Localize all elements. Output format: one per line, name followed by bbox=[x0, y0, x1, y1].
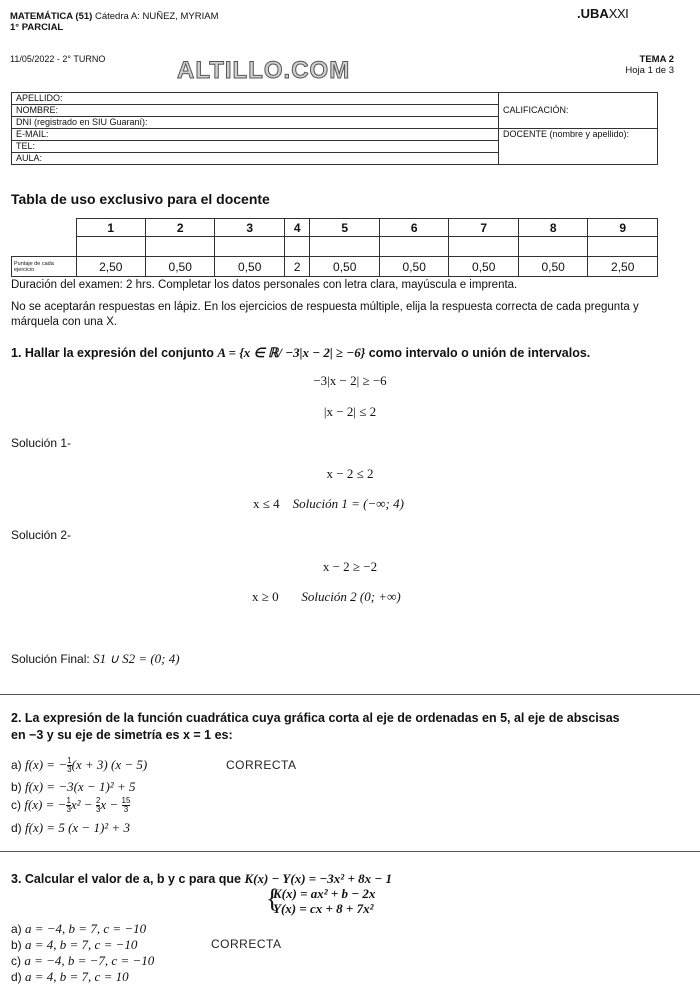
divider bbox=[0, 694, 700, 695]
q2-correct-mark: CORRECTA bbox=[226, 758, 297, 772]
q1-set: A = {x ∈ ℝ/ −3|x − 2| ≥ −6} bbox=[217, 345, 366, 360]
points-cell-9: 2,50 bbox=[588, 257, 658, 277]
duration-instruction: Duración del examen: 2 hrs. Completar los datos personales con letra clara, mayúscula e imprenta. bbox=[11, 279, 518, 291]
q3-option-b[interactable]: b) a = 4, b = 7, c = −10 bbox=[11, 937, 138, 952]
q1-sol2-label: Solución 2- bbox=[11, 528, 72, 542]
col-header-7: 7 bbox=[449, 219, 518, 237]
q1-sol1-result: x ≤ 4 Solución 1 = (−∞; 4) bbox=[253, 496, 404, 511]
col-header-1: 1 bbox=[76, 219, 145, 237]
q3-correct-mark: CORRECTA bbox=[211, 937, 282, 951]
q3-equation: K(x) − Y(x) = −3x² + 8x − 1 bbox=[244, 871, 392, 886]
col-header-3: 3 bbox=[215, 219, 284, 237]
q1-sol2-result: x ≥ 0 Solución 2 (0; +∞) bbox=[252, 589, 401, 604]
q3-system-y: Y(x) = cx + 8 + 7x² bbox=[273, 901, 374, 916]
calificacion-field[interactable]: CALIFICACIÓN: bbox=[499, 93, 658, 129]
tema-block bbox=[625, 54, 674, 76]
score-table-title: Tabla de uso exclusivo para el docente bbox=[11, 191, 270, 207]
q1-sol2-step: x − 2 ≥ −2 bbox=[322, 559, 378, 574]
col-header-5: 5 bbox=[310, 219, 379, 237]
date-turn: 11/05/2022 - 2° TURNO bbox=[10, 54, 106, 64]
grade-cell-5[interactable] bbox=[310, 237, 379, 257]
apellido-field[interactable]: APELLIDO: bbox=[12, 93, 499, 105]
points-cell-1: 2,50 bbox=[76, 257, 145, 277]
q1-sol1-step: x − 2 ≤ 2 bbox=[326, 466, 374, 481]
student-info-table bbox=[11, 92, 658, 165]
grade-cell-9[interactable] bbox=[588, 237, 658, 257]
q2-option-a[interactable]: a) f(x) = − $\frac{1}{3}$ (x + 3) (x − 5) bbox=[11, 756, 148, 775]
nombre-field[interactable]: NOMBRE: bbox=[12, 105, 499, 117]
system-brace: { bbox=[266, 884, 279, 913]
q3-statement: 3. Calcular el valor de a, b y c para que K(x) − Y(x) = −3x² + 8x − 1 bbox=[11, 871, 392, 886]
header-left bbox=[10, 11, 219, 33]
q1-statement: 1. Hallar la expresión del conjunto A = {x ∈ ℝ/ −3|x − 2| ≥ −6} como intervalo o unión de intervalos. bbox=[11, 345, 591, 360]
points-row-label: Puntaje de cada ejercicio bbox=[12, 257, 77, 277]
col-header-9: 9 bbox=[588, 219, 658, 237]
divider bbox=[0, 851, 700, 852]
uba-logo: .UBAXXI bbox=[577, 6, 629, 21]
grade-cell-1[interactable] bbox=[76, 237, 145, 257]
course-name: MATEMÁTICA (51) bbox=[10, 11, 93, 22]
tel-field[interactable]: TEL: bbox=[12, 141, 499, 153]
score-table bbox=[11, 218, 658, 277]
q2-option-b[interactable]: b) f(x) = −3(x − 1)² + 5 bbox=[11, 779, 136, 794]
points-cell-7: 0,50 bbox=[449, 257, 518, 277]
points-cell-2: 0,50 bbox=[145, 257, 214, 277]
col-header-6: 6 bbox=[379, 219, 448, 237]
points-cell-5: 0,50 bbox=[310, 257, 379, 277]
rules-instruction: No se aceptarán respuestas en lápiz. En los ejercicios de respuesta múltiple, elija la respuesta correcta de cada pregunta y márquela con una X. bbox=[11, 301, 639, 328]
q1-step2: |x − 2| ≤ 2 bbox=[323, 404, 377, 419]
points-cell-8: 0,50 bbox=[518, 257, 587, 277]
points-cell-6: 0,50 bbox=[379, 257, 448, 277]
chair-name: Cátedra A: NUÑEZ, MYRIAM bbox=[94, 11, 219, 22]
q1-final: Solución Final: S1 ∪ S2 = (0; 4) bbox=[11, 651, 180, 666]
q3-option-a[interactable]: a) a = −4, b = 7, c = −10 bbox=[11, 921, 147, 936]
grade-cell-4[interactable] bbox=[284, 237, 310, 257]
q3-system-k: K(x) = ax² + b − 2x bbox=[273, 886, 376, 901]
email-field[interactable]: E-MAIL: bbox=[12, 129, 499, 141]
altillo-logo: ALTILLO.COM bbox=[177, 57, 351, 84]
grade-cell-2[interactable] bbox=[145, 237, 214, 257]
docente-field[interactable]: DOCENTE (nombre y apellido): bbox=[499, 129, 658, 165]
q1-step1: −3|x − 2| ≥ −6 bbox=[313, 373, 387, 388]
grade-cell-8[interactable] bbox=[518, 237, 587, 257]
grade-cell-7[interactable] bbox=[449, 237, 518, 257]
q3-option-c[interactable]: c) a = −4, b = −7, c = −10 bbox=[11, 953, 155, 968]
page-count: Hoja 1 de 3 bbox=[625, 65, 674, 76]
exam-name: 1° PARCIAL bbox=[10, 22, 64, 33]
q2-option-d[interactable]: d) f(x) = 5 (x − 1)² + 3 bbox=[11, 820, 130, 835]
points-cell-4: 2 bbox=[284, 257, 310, 277]
grade-cell-6[interactable] bbox=[379, 237, 448, 257]
q1-sol1-label: Solución 1- bbox=[11, 436, 72, 450]
q2-option-c[interactable]: c) f(x) = − $\frac{1}{3}$ x² − $\frac{2}{3}$ x − $\frac{15}{3}$ bbox=[11, 796, 131, 815]
grade-cell-3[interactable] bbox=[215, 237, 284, 257]
tema-label: TEMA 2 bbox=[639, 54, 674, 65]
q1-final-value: S1 ∪ S2 = (0; 4) bbox=[93, 651, 180, 666]
col-header-2: 2 bbox=[145, 219, 214, 237]
points-cell-3: 0,50 bbox=[215, 257, 284, 277]
col-header-8: 8 bbox=[518, 219, 587, 237]
q2-statement: 2. La expresión de la función cuadrática cuya gráfica corta al eje de ordenadas en 5, al eje de abscisas en −3 y su eje de simetría es x = 1 es: bbox=[11, 711, 620, 742]
q3-system bbox=[266, 884, 376, 916]
col-header-4: 4 bbox=[284, 219, 310, 237]
aula-field[interactable]: AULA: bbox=[12, 153, 499, 165]
dni-field[interactable]: DNI (registrado en SIU Guaraní): bbox=[12, 117, 499, 129]
q3-option-d[interactable]: d) a = 4, b = 7, c = 10 bbox=[11, 969, 129, 984]
